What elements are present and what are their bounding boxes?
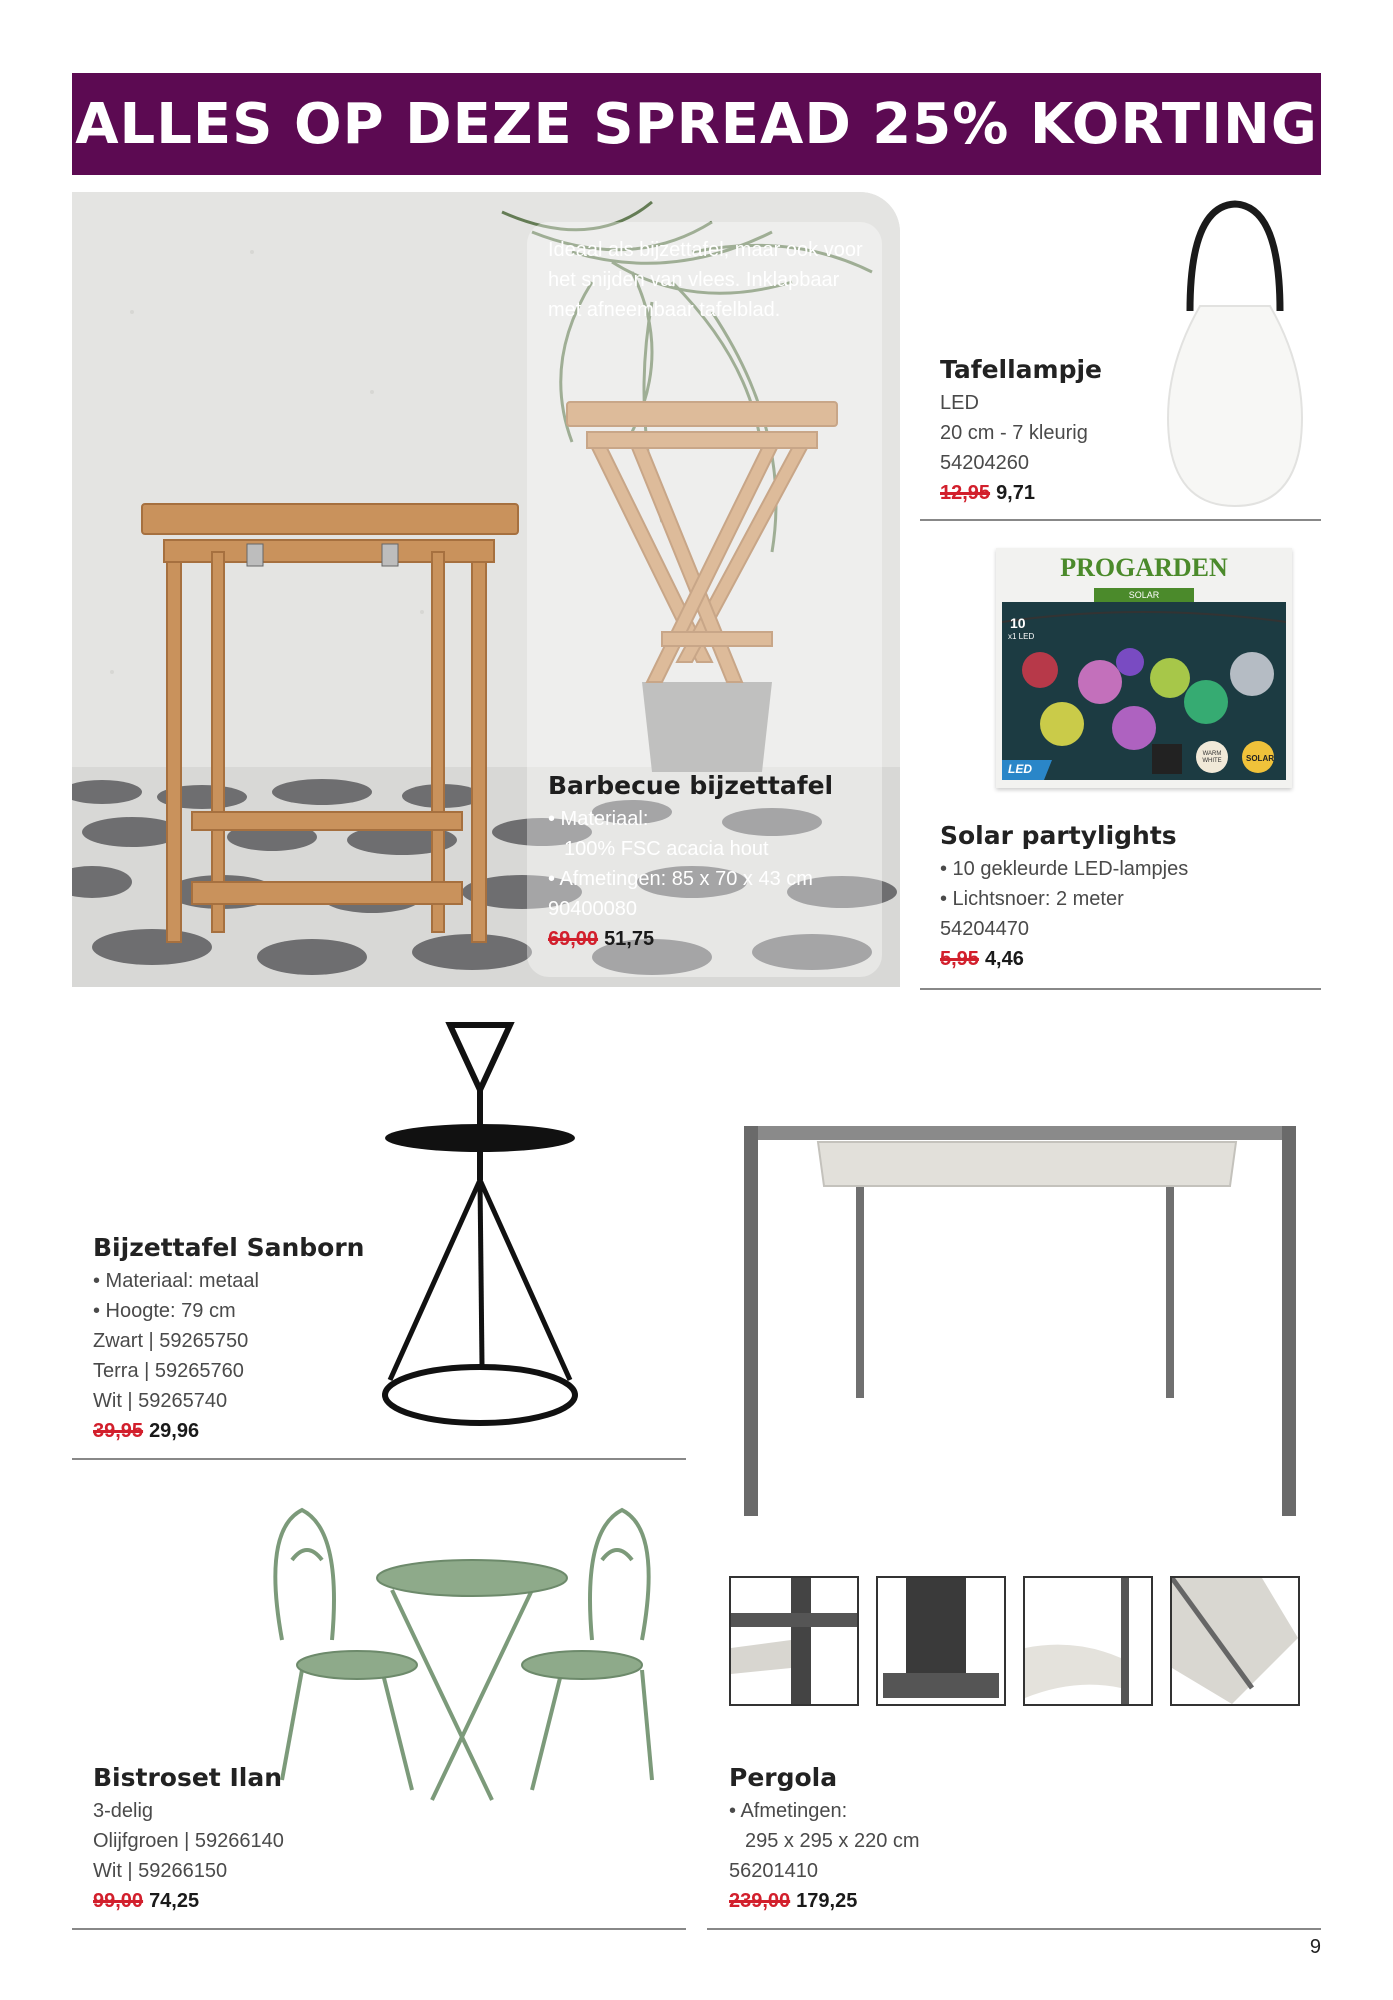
bistroset-title: Bistroset Ilan xyxy=(93,1763,282,1792)
barbecue-description: Ideaal als bijzettafel, maar ook voor het snijden van vlees. Inklapbaar met afneembaar tafelblad. xyxy=(548,239,863,321)
new-price: 4,46 xyxy=(984,948,1024,970)
tafellampje-info xyxy=(940,352,1102,508)
new-price: 51,75 xyxy=(604,928,655,950)
thumb-canopy xyxy=(1172,1578,1298,1704)
divider xyxy=(72,1458,686,1460)
bistroset-price xyxy=(93,1886,284,1916)
old-price: 69,00 xyxy=(548,928,599,950)
barbecue-line: • Afmetingen: 85 x 70 x 43 cm xyxy=(548,868,813,890)
table-lamp-image xyxy=(1150,196,1320,511)
tafellampje-price xyxy=(940,478,1102,508)
barbecue-line: 100% FSC acacia hout xyxy=(564,838,769,860)
pergola-detail-thumb xyxy=(1170,1576,1300,1706)
barbecue-title: Barbecue bijzettafel xyxy=(548,771,834,800)
page-number: 9 xyxy=(1309,1936,1321,1958)
divider xyxy=(920,988,1321,990)
bistroset-image xyxy=(262,1500,662,1810)
pergola-price xyxy=(729,1886,920,1916)
old-price: 239,00 xyxy=(729,1890,791,1912)
bistroset-line: Wit | 59266150 xyxy=(93,1860,228,1882)
box-brand: PROGARDEN xyxy=(1060,553,1228,582)
partylights-line: • Lichtsnoer: 2 meter xyxy=(940,888,1124,910)
sanborn-line: • Hoogte: 79 cm xyxy=(93,1300,236,1322)
box-count: 10 xyxy=(1010,615,1026,631)
pergola-line: • Afmetingen: xyxy=(729,1800,848,1822)
sanborn-line: Terra | 59265760 xyxy=(93,1360,244,1382)
box-led: LED xyxy=(1008,762,1032,776)
old-price: 99,00 xyxy=(93,1890,144,1912)
pergola-line: 56201410 xyxy=(729,1860,818,1882)
divider xyxy=(72,1928,686,1930)
bistroset-info xyxy=(93,1760,284,1916)
sanborn-line: Zwart | 59265750 xyxy=(93,1330,249,1352)
pergola-title: Pergola xyxy=(729,1763,838,1792)
partylights-title: Solar partylights xyxy=(940,821,1177,850)
pergola-line: 295 x 295 x 220 cm xyxy=(745,1830,920,1852)
partylights-line: • 10 gekleurde LED-lampjes xyxy=(940,858,1189,880)
pergola-image xyxy=(740,1118,1300,1518)
pergola-info xyxy=(729,1760,920,1916)
thumb-corner xyxy=(731,1578,857,1704)
partylights-line: 54204470 xyxy=(940,918,1029,940)
pergola-detail-thumb xyxy=(1023,1576,1153,1706)
tafellampje-line: 54204260 xyxy=(940,452,1029,474)
partylights-info xyxy=(940,818,1188,974)
thumb-hook xyxy=(1025,1578,1151,1704)
promo-banner xyxy=(72,73,1321,175)
pergola-detail-thumb xyxy=(729,1576,859,1706)
new-price: 9,71 xyxy=(996,482,1035,504)
new-price: 179,25 xyxy=(796,1890,858,1912)
sanborn-line: Wit | 59265740 xyxy=(93,1390,228,1412)
barbecue-info xyxy=(548,768,833,954)
sanborn-info xyxy=(93,1230,364,1446)
old-price: 39,95 xyxy=(93,1420,144,1442)
new-price: 29,96 xyxy=(149,1420,200,1442)
barbecue-price xyxy=(548,924,833,954)
sanborn-title: Bijzettafel Sanborn xyxy=(93,1233,365,1262)
box-count-sub: x1 LED xyxy=(1008,632,1035,641)
divider xyxy=(707,1928,1321,1930)
banner-title: ALLES OP DEZE SPREAD 25% KORTING xyxy=(75,91,1318,157)
old-price: 5,95 xyxy=(940,948,979,970)
partylights-box xyxy=(996,548,1292,788)
tafellampje-title: Tafellampje xyxy=(940,355,1103,384)
tafellampje-line: LED xyxy=(940,392,979,414)
barbecue-line: • Materiaal: xyxy=(548,808,649,830)
box-sub: SOLAR xyxy=(1094,588,1194,602)
box-warm: WARM WHITE xyxy=(1202,751,1222,764)
partylights-price xyxy=(940,944,1188,974)
sanborn-price xyxy=(93,1416,364,1446)
thumb-foot xyxy=(878,1578,1004,1704)
divider xyxy=(920,519,1321,521)
barbecue-line: 90400080 xyxy=(548,898,637,920)
bistroset-line: 3-delig xyxy=(93,1800,154,1822)
pergola-detail-thumb xyxy=(876,1576,1006,1706)
sanborn-line: • Materiaal: metaal xyxy=(93,1270,259,1292)
old-price: 12,95 xyxy=(940,482,991,504)
sanborn-table-image xyxy=(370,1020,590,1430)
bistroset-line: Olijfgroen | 59266140 xyxy=(93,1830,284,1852)
tafellampje-line: 20 cm - 7 kleurig xyxy=(940,422,1088,444)
new-price: 74,25 xyxy=(149,1890,200,1912)
box-solar: SOLAR xyxy=(1246,754,1274,763)
